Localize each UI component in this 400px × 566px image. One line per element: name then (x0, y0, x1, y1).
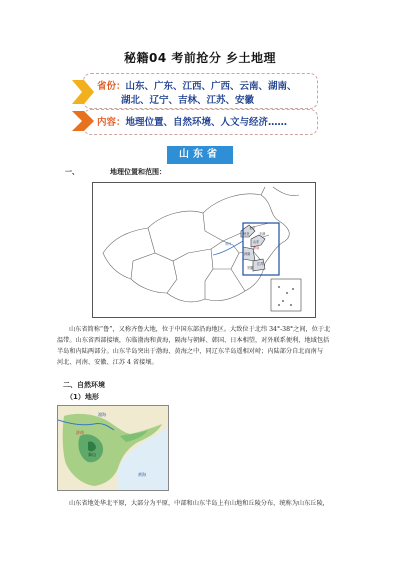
province-banner: 山东省 (167, 146, 233, 164)
shandong-relief-map (57, 405, 169, 491)
china-location-map (92, 182, 316, 318)
relief-label-bohai: 渤海 (98, 412, 106, 417)
section1-heading: 地理位置和范围： (110, 168, 166, 176)
paragraph1-line1: 山东省简称“鲁”，又称齐鲁大地，位于中国东部沿海地区。大致位于北纬 34°-38°之间，位于北 (69, 326, 331, 333)
map-label-jinan: 济南 (253, 246, 260, 250)
provinces-line1 (97, 78, 297, 92)
provinces-text-line2: 湖北、辽宁、吉林、江苏、安徽 (121, 95, 255, 106)
relief-label-huanghai: 黄海 (138, 472, 146, 477)
relief-map-graphic (58, 406, 168, 490)
terrain-paragraph: 山东省地处华北平原，大部分为平原，中部和山东半岛上有山地和丘陵分布，统称为山东丘陵， (69, 500, 329, 507)
relief-label-jinan: 济南 (76, 430, 84, 435)
china-map-graphic (93, 183, 315, 317)
relief-label-taishan: 泰山 (88, 452, 96, 457)
map-label-henan: 河南 (244, 252, 251, 256)
map-label-hebei: 河北 (243, 232, 250, 236)
map-label-beijing: 北京 (249, 226, 256, 230)
chevron-right-icon (72, 111, 94, 131)
location-paragraph (57, 324, 362, 368)
map-label-tianjin: 天津 (259, 232, 266, 236)
content-line (97, 114, 287, 128)
section2-heading: 二、自然环境 (63, 381, 105, 389)
map-label-jiangsu: 江苏 (257, 262, 264, 266)
page-title: 秘籍04 考前抢分 乡土地理 (123, 51, 277, 65)
content-text: 地理位置、自然环境、人文与经济…… (125, 117, 288, 128)
content-label: 内容： (97, 117, 126, 128)
paragraph1-line3: 半岛和内陆两部分。山东半岛突出于渤海、黄海之中，同辽东半岛遥相对峙；内陆部分自北而南与 (57, 348, 324, 355)
map-label-anhui: 安徽 (247, 266, 254, 270)
section1-number: 一、 (65, 168, 79, 176)
paragraph1-line4: 河北、河南、安徽、江苏 4 省接壤。 (57, 359, 158, 366)
map-label-shandong: 山东 (253, 240, 260, 244)
subsection-terrain: （1）地形 (66, 393, 99, 401)
map-label-yellow-river: 黄河 (225, 242, 232, 246)
provinces-text-line1: 山东、广东、江西、广西、云南、湖南、 (125, 81, 297, 92)
paragraph1-line2: 温带。山东省西部接壤，东临渤海和黄海，隔海与朝鲜、韩国、日本相望，对外联系便利，地域包括 (57, 337, 330, 344)
chevron-right-icon (72, 80, 94, 104)
provinces-label: 省份： (97, 81, 126, 92)
